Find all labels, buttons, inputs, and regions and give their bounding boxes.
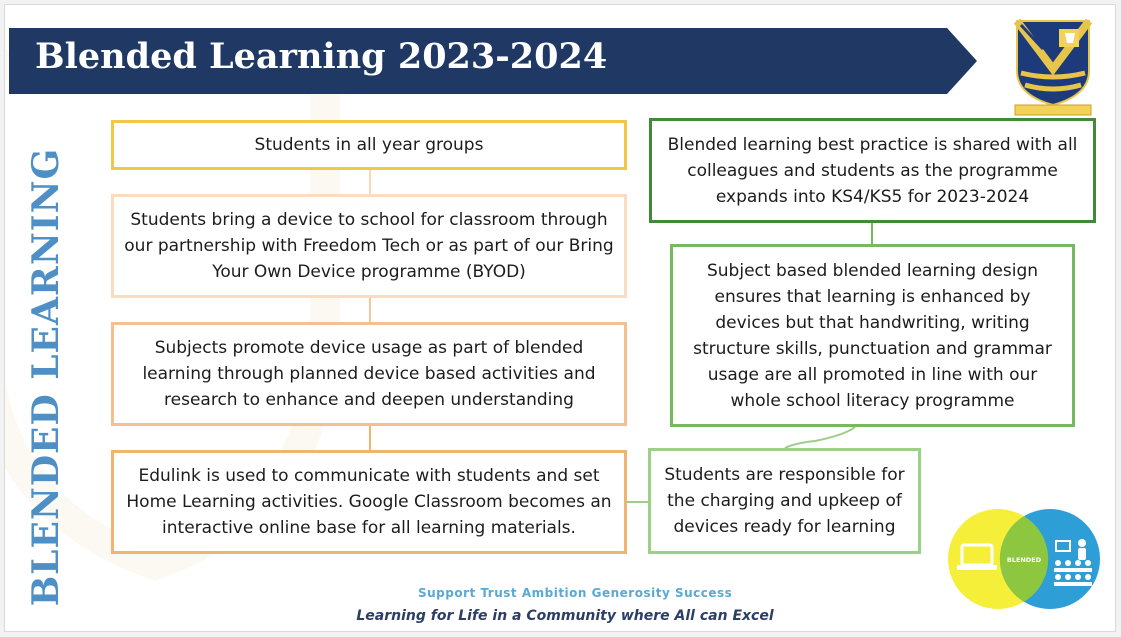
school-motto: Learning for Life in a Community where All can Excel: [356, 608, 774, 624]
flow-step-4: Edulink is used to communicate with students and set Home Learning activities. Google Classroom becomes an interactive online base for all learning materials.: [111, 450, 627, 554]
flow-step-1: Students in all year groups: [111, 120, 627, 170]
flow-step-5: Students are responsible for the charging and upkeep of devices ready for learning: [648, 448, 921, 554]
flow-step-3: Subjects promote device usage as part of blended learning through planned device based activities and research to enhance and deepen understanding: [111, 322, 627, 426]
page-title: Blended Learning 2023-2024: [35, 36, 608, 77]
slide: [4, 4, 1116, 632]
flow-step-6: Subject based blended learning design ensures that learning is enhanced by devices but that handwriting, writing structure skills, punctuation and grammar usage are all promoted in line with our whole school literacy programme: [670, 244, 1075, 427]
side-title-text: BLENDED LEARNING: [25, 147, 67, 607]
school-values: Support Trust Ambition Generosity Success: [418, 586, 733, 600]
flow-step-2: Students bring a device to school for classroom through our partnership with Freedom Tech or as part of our Bring Your Own Device programme (BYOD): [111, 194, 627, 298]
venn-label: BLENDED: [1006, 556, 1042, 564]
flow-step-7: Blended learning best practice is shared with all colleagues and students as the programme expands into KS4/KS5 for 2023-2024: [649, 118, 1096, 223]
blended-venn-diagram: [944, 507, 1104, 611]
